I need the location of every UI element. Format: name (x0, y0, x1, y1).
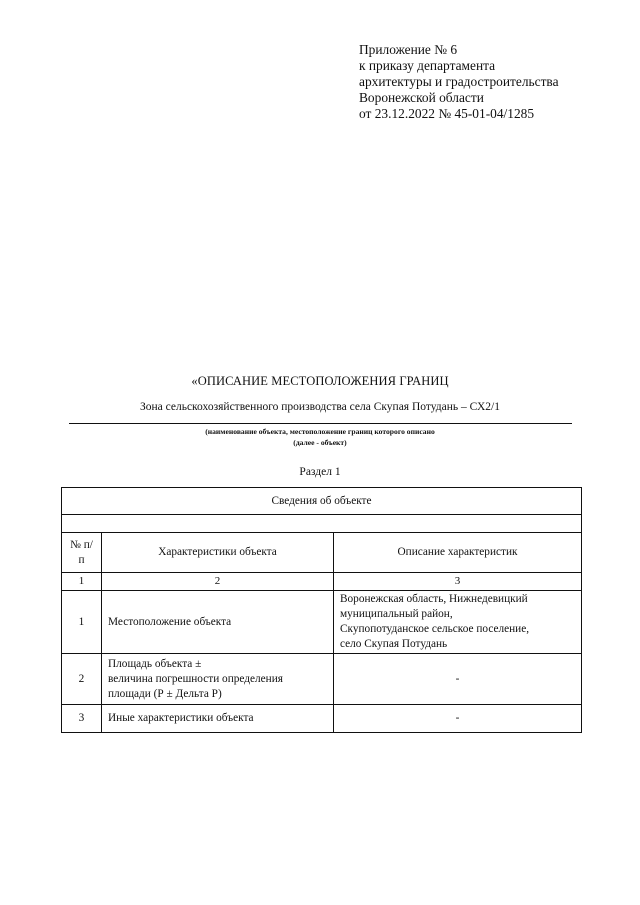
column-number: 1 (62, 573, 102, 591)
characteristic-line: Площадь объекта ± (108, 657, 202, 670)
description-line: Воронежская область, Нижнедевицкий (340, 593, 528, 605)
header-characteristic: Характеристики объекта (102, 533, 334, 573)
object-name-caption (0, 426, 640, 448)
column-number-row (62, 573, 582, 591)
characteristic-line: площади (Р ± Дельта Р) (108, 687, 222, 700)
characteristic-line: величина погрешности определения (108, 672, 283, 685)
row-num: 2 (62, 654, 102, 705)
description-line: муниципальный район, (340, 608, 453, 620)
row-characteristic: Местоположение объекта (102, 591, 334, 654)
object-name-underline (69, 423, 572, 424)
column-number: 3 (334, 573, 582, 591)
table-title-row (62, 488, 582, 515)
table-header-row (62, 533, 582, 573)
appendix-block (359, 42, 559, 122)
table-row (62, 654, 582, 705)
row-num: 3 (62, 705, 102, 733)
appendix-line: Воронежской области (359, 90, 484, 105)
description-line: село Скупая Потудань (340, 638, 448, 650)
table-empty-cell (62, 515, 582, 533)
appendix-line: архитектуры и градостроительства (359, 74, 559, 89)
row-characteristic (102, 654, 334, 705)
row-description: - (334, 654, 582, 705)
document-title: «ОПИСАНИЕ МЕСТОПОЛОЖЕНИЯ ГРАНИЦ (191, 374, 449, 388)
row-num: 1 (62, 591, 102, 654)
caption-line: (далее - объект) (293, 438, 347, 447)
appendix-line: Приложение № 6 (359, 42, 458, 57)
row-description (334, 591, 582, 654)
caption-line: (наименование объекта, местоположение границ которого описано (205, 427, 435, 436)
table-empty-row (62, 515, 582, 533)
row-characteristic: Иные характеристики объекта (102, 705, 334, 733)
description-line: Скупопотуданское сельское поселение, (340, 623, 530, 635)
header-num: № п/п (62, 533, 102, 573)
section-heading: Раздел 1 (299, 466, 341, 478)
column-number: 2 (102, 573, 334, 591)
appendix-line: от 23.12.2022 № 45-01-04/1285 (359, 106, 535, 121)
row-description: - (334, 705, 582, 733)
appendix-line: к приказу департамента (359, 58, 496, 73)
table-row (62, 591, 582, 654)
table-row (62, 705, 582, 733)
table-title: Сведения об объекте (62, 488, 582, 515)
object-info-table (61, 487, 582, 733)
header-description: Описание характеристик (334, 533, 582, 573)
object-name: Зона сельскохозяйственного производства села Скупая Потудань – СХ2/1 (139, 401, 501, 413)
